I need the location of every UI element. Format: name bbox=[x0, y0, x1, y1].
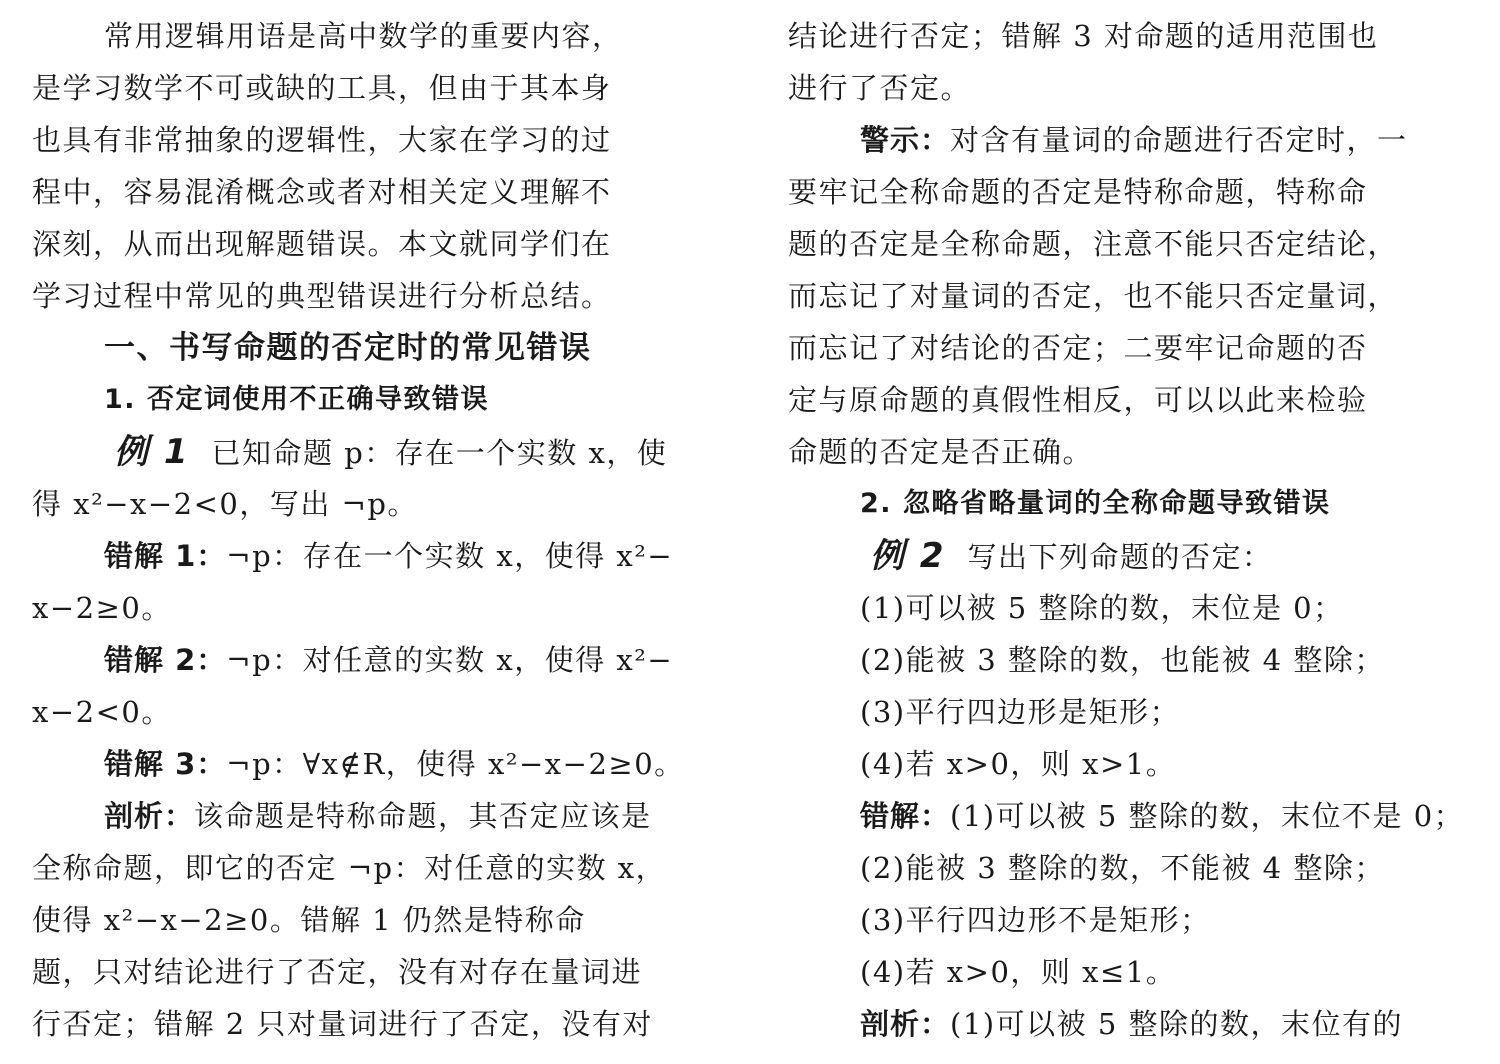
analysis-line: 行否定；错解 2 只对量词进行了否定，没有对 bbox=[32, 1007, 653, 1041]
warning-text: 对含有量词的命题进行否定时，一 bbox=[950, 123, 1408, 157]
wrong-solution-3-label: 错解 3： bbox=[104, 747, 227, 781]
wrong-solution-2 bbox=[32, 634, 712, 686]
proposition-item: (2)能被 3 整除的数，也能被 4 整除； bbox=[860, 643, 1385, 677]
example-1-text: 已知命题 p：存在一个实数 x，使 bbox=[211, 436, 668, 470]
proposition-item: (1)可以被 5 整除的数，末位是 0； bbox=[860, 591, 1344, 625]
subsection-title: 1. 否定词使用不正确导致错误 bbox=[104, 384, 489, 415]
example-1-cont: 得 x²−x−2<0，写出 ¬p。 bbox=[32, 487, 418, 521]
warning-line: 题的否定是全称命题，注意不能只否定结论， bbox=[788, 227, 1399, 261]
intro-line: 常用逻辑用语是高中数学的重要内容， bbox=[104, 19, 623, 53]
example-1 bbox=[32, 426, 712, 478]
wrong-solution-1 bbox=[32, 530, 712, 582]
analysis-label: 剖析： bbox=[104, 799, 195, 833]
proposition-item: (3)平行四边形是矩形； bbox=[860, 695, 1181, 729]
left-column bbox=[32, 10, 712, 1050]
wrong-solution-1-text: ¬p：存在一个实数 x，使得 x²− bbox=[226, 539, 674, 573]
subsection-2-title: 2. 忽略省略量词的全称命题导致错误 bbox=[860, 488, 1331, 519]
wrong-solution-2-cont: x−2<0。 bbox=[32, 695, 172, 729]
analysis-2 bbox=[788, 998, 1470, 1050]
wrong-solution-item: (3)平行四边形不是矩形； bbox=[860, 903, 1211, 937]
analysis-2-label: 剖析： bbox=[860, 1007, 951, 1041]
wrong-solution-3 bbox=[32, 738, 712, 790]
proposition-item: (4)若 x>0，则 x>1。 bbox=[860, 747, 1177, 781]
wrong-solution bbox=[788, 790, 1470, 842]
wrong-solution-1-cont: x−2≥0。 bbox=[32, 591, 172, 625]
warning-line: 定与原命题的真假性相反，可以以此来检验 bbox=[788, 383, 1368, 417]
continued-line: 结论进行否定；错解 3 对命题的适用范围也 bbox=[788, 19, 1379, 53]
wrong-solution-2-text: ¬p：对任意的实数 x，使得 x²− bbox=[226, 643, 674, 677]
intro-line: 是学习数学不可或缺的工具，但由于其本身 bbox=[32, 71, 612, 105]
wrong-solution-item: (4)若 x>0，则 x≤1。 bbox=[860, 955, 1177, 989]
example-2 bbox=[788, 530, 1470, 582]
wrong-solution-label: 错解： bbox=[860, 799, 951, 833]
analysis-text: 该命题是特称命题，其否定应该是 bbox=[194, 799, 652, 833]
intro-line: 也具有非常抽象的逻辑性，大家在学习的过 bbox=[32, 123, 612, 157]
analysis bbox=[32, 790, 712, 842]
warning-line: 而忘记了对量词的否定，也不能只否定量词， bbox=[788, 279, 1399, 313]
wrong-solution-1-label: 错解 1： bbox=[104, 539, 227, 573]
example-1-label: 例 1 bbox=[114, 432, 190, 472]
analysis-2-text: (1)可以被 5 整除的数，末位有的 bbox=[950, 1007, 1403, 1041]
wrong-solution-text: (1)可以被 5 整除的数，末位不是 0； bbox=[950, 799, 1465, 833]
warning-line: 而忘记了对结论的否定；二要牢记命题的否 bbox=[788, 331, 1368, 365]
wrong-solution-item: (2)能被 3 整除的数，不能被 4 整除； bbox=[860, 851, 1385, 885]
right-column bbox=[788, 10, 1470, 1050]
wrong-solution-2-label: 错解 2： bbox=[104, 643, 227, 677]
wrong-solution-3-text: ¬p：∀x∉R，使得 x²−x−2≥0。 bbox=[226, 747, 685, 781]
analysis-line: 全称命题，即它的否定 ¬p：对任意的实数 x， bbox=[32, 851, 667, 885]
example-2-text: 写出下列命题的否定： bbox=[967, 540, 1273, 574]
analysis-line: 题，只对结论进行了否定，没有对存在量词进 bbox=[32, 955, 643, 989]
warning-line: 命题的否定是否正确。 bbox=[788, 435, 1094, 469]
section-title: 一、书写命题的否定时的常见错误 bbox=[104, 330, 592, 366]
intro-line: 程中，容易混淆概念或者对相关定义理解不 bbox=[32, 175, 612, 209]
warning-line: 要牢记全称命题的否定是特称命题，特称命 bbox=[788, 175, 1368, 209]
analysis-line: 使得 x²−x−2≥0。错解 1 仍然是特称命 bbox=[32, 903, 586, 937]
intro-line: 深刻，从而出现解题错误。本文就同学们在 bbox=[32, 227, 612, 261]
warning bbox=[788, 114, 1470, 166]
continued-line: 进行了否定。 bbox=[788, 71, 972, 105]
warning-label: 警示： bbox=[860, 123, 951, 157]
intro-line: 学习过程中常见的典型错误进行分析总结。 bbox=[32, 279, 612, 313]
example-2-label: 例 2 bbox=[870, 536, 946, 576]
